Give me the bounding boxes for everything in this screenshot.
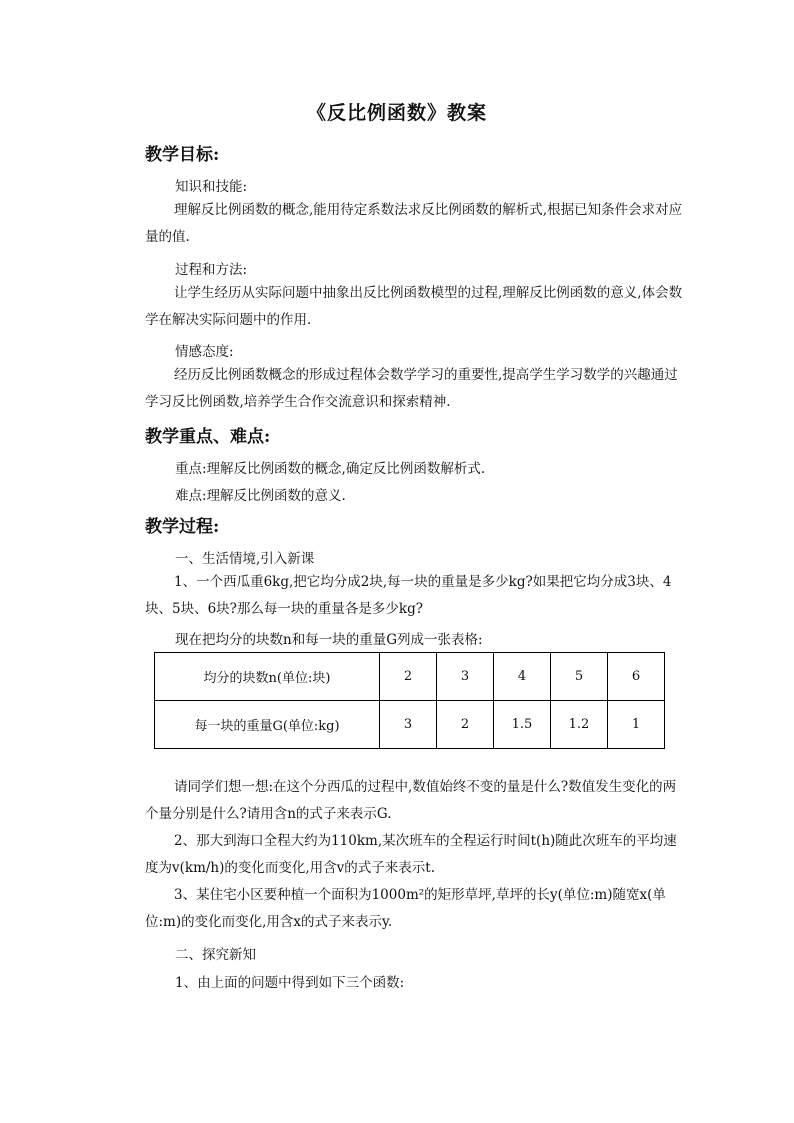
- table-cell: 2: [437, 701, 494, 749]
- section-heading-process: 教学过程:: [145, 517, 220, 537]
- table-cell: 6: [608, 653, 665, 701]
- table-row-label: 每一块的重量G(单位:kg): [155, 701, 380, 749]
- table-cell: 1.5: [494, 701, 551, 749]
- question-two: 2、那大到海口全程大约为110km,某次班车的全程运行时间t(h)随此次班车的平均速度为v(km/h)的变化而变化,用含v的式子来表示t.: [145, 833, 677, 876]
- table-intro: 现在把均分的块数n和每一块的重量G列成一张表格:: [175, 632, 483, 648]
- emotion-text: 经历反比例函数概念的形成过程体会数学学习的重要性,提高学生学习数学的兴趣通过学习反比例函数,培养学生合作交流意识和探索精神.: [145, 367, 678, 410]
- table-row: [155, 701, 665, 749]
- process-label: 过程和方法:: [175, 262, 248, 278]
- think-question: 请同学们想一想:在这个分西瓜的过程中,数值始终不变的量是什么?数值发生变化的两个量分别是什么?请用含n的式子来表示G.: [145, 779, 677, 822]
- table-row: [155, 653, 665, 701]
- section-heading-objectives: 教学目标:: [145, 145, 220, 165]
- table-cell: 1.2: [551, 701, 608, 749]
- table-cell: 4: [494, 653, 551, 701]
- table-cell: 3: [437, 653, 494, 701]
- table-cell: 3: [380, 701, 437, 749]
- key-point: 重点:理解反比例函数的概念,确定反比例函数解析式.: [175, 461, 486, 477]
- question-three: 3、某住宅小区要种植一个面积为1000m²的矩形草坪,草坪的长y(单位:m)随宽x(单位:m)的变化而变化,用含x的式子来表示y.: [145, 887, 666, 930]
- part-one-heading: 一、生活情境,引入新课: [175, 551, 315, 567]
- table-cell: 1: [608, 701, 665, 749]
- question-one: 1、一个西瓜重6kg,把它均分成2块,每一块的重量是多少kg?如果把它均分成3块、4块、5块、6块?那么每一块的重量各是多少kg?: [145, 574, 672, 617]
- process-text: 让学生经历从实际问题中抽象出反比例函数模型的过程,理解反比例函数的意义,体会数学在解决实际问题中的作用.: [145, 285, 683, 328]
- section-heading-keypoints: 教学重点、难点:: [145, 427, 271, 447]
- table-cell: 2: [380, 653, 437, 701]
- emotion-label: 情感态度:: [175, 344, 234, 360]
- data-table: [154, 652, 665, 749]
- difficult-point: 难点:理解反比例函数的意义.: [175, 488, 346, 504]
- document-title: 《反比例函数》教案: [306, 102, 487, 124]
- table-row-label: 均分的块数n(单位:块): [155, 653, 380, 701]
- knowledge-text: 理解反比例函数的概念,能用待定系数法求反比例函数的解析式,根据已知条件会求对应量的值.: [145, 202, 683, 245]
- new-knowledge-one: 1、由上面的问题中得到如下三个函数:: [175, 975, 405, 991]
- knowledge-label: 知识和技能:: [175, 179, 248, 195]
- part-two-heading: 二、探究新知: [175, 947, 256, 963]
- table-cell: 5: [551, 653, 608, 701]
